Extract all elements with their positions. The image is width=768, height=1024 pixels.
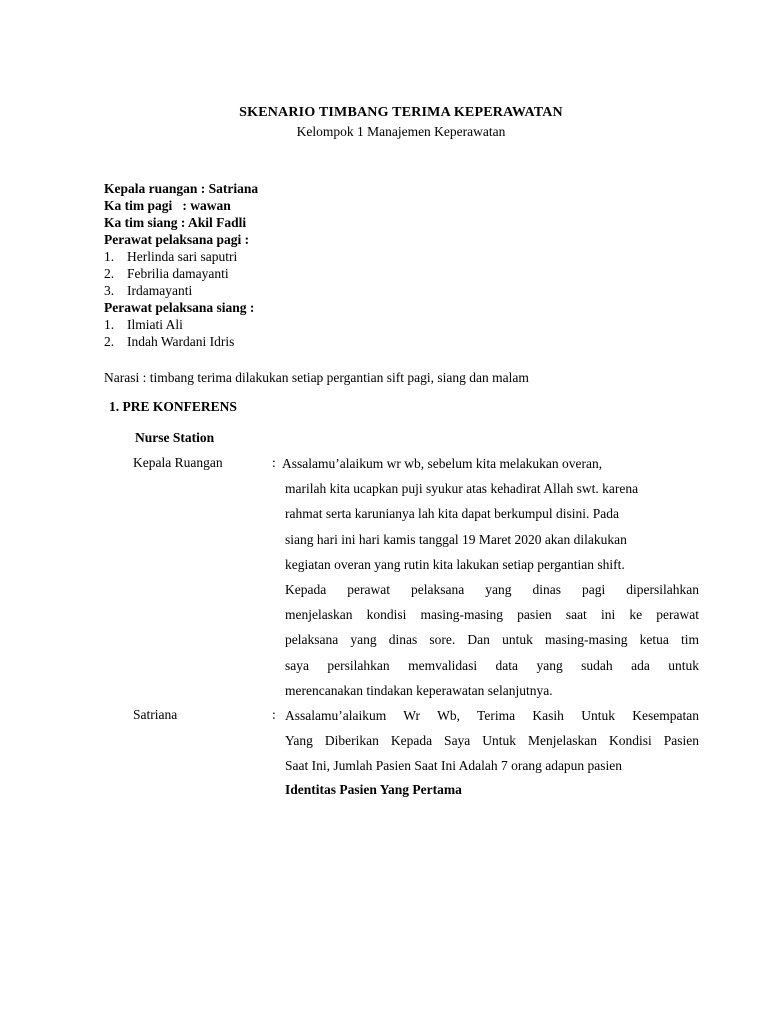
document-subtitle: Kelompok 1 Manajemen Keperawatan (296, 124, 506, 139)
list-number: 2. (104, 334, 115, 349)
list-name: Indah Wardani Idris (127, 334, 235, 349)
speaker-colon: : (272, 707, 276, 722)
speech-line: rahmat serta karunianya lah kita dapat berkumpul disini. Pada (285, 506, 620, 522)
list-name: Irdamayanti (127, 283, 193, 298)
speaker-label: Kepala Ruangan (133, 455, 223, 470)
speaker-label: Satriana (133, 707, 178, 722)
speech-line: Yang Diberikan Kepada Saya Untuk Menjelaskan Kondisi Pasien (285, 733, 699, 749)
list-name: Ilmiati Ali (127, 317, 183, 332)
speech-line: Assalamu’alaikum wr wb, sebelum kita melakukan overan, (282, 456, 603, 471)
speech-line: marilah kita ucapkan puji syukur atas kehadirat Allah swt. karena (285, 481, 639, 497)
speech-line: Assalamu’alaikum Wr Wb, Terima Kasih Untuk Kesempatan (285, 708, 699, 723)
section-heading: 1. PRE KONFERENS (109, 399, 237, 414)
speech-line: siang hari ini hari kamis tanggal 19 Maret 2020 akan dilakukan (285, 531, 627, 547)
pelaksana-pagi-heading: Perawat pelaksana pagi : (104, 232, 250, 247)
list-item (104, 265, 664, 282)
speech-line: merencanakan tindakan keperawatan selanjutnya. (285, 682, 553, 698)
speech-block (285, 703, 699, 779)
list-item (104, 333, 664, 350)
list-number: 2. (104, 266, 115, 281)
list-item (104, 248, 664, 265)
speech-line: pelaksana yang dinas sore. Dan untuk masing-masing ketua tim (285, 632, 699, 648)
document-title: SKENARIO TIMBANG TERIMA KEPERAWATAN (239, 105, 563, 120)
list-item (104, 282, 664, 299)
list-name: Herlinda sari saputri (127, 249, 238, 264)
ka-tim-siang: Ka tim siang : Akil Fadli (104, 215, 247, 230)
narasi-paragraph: Narasi : timbang terima dilakukan setiap pergantian sift pagi, siang dan malam (104, 370, 529, 385)
list-item (104, 316, 664, 333)
speech-line: Saat Ini, Jumlah Pasien Saat Ini Adalah 7 orang adapun pasien (285, 758, 623, 774)
staff-list (104, 180, 664, 350)
identitas-heading: Identitas Pasien Yang Pertama (285, 782, 462, 797)
list-number: 1. (104, 249, 115, 264)
speech-line: kegiatan overan yang rutin kita lakukan setiap pergantian shift. (285, 556, 625, 572)
ka-tim-pagi: Ka tim pagi : wawan (104, 198, 231, 213)
list-name: Febrilia damayanti (127, 266, 229, 281)
speaker-colon: : (272, 455, 276, 470)
speech-line: Kepada perawat pelaksana yang dinas pagi dipersilahkan (285, 581, 699, 597)
location-heading: Nurse Station (135, 430, 215, 445)
speech-line: menjelaskan kondisi masing-masing pasien saat ini ke perawat (285, 607, 699, 623)
list-number: 3. (104, 283, 115, 298)
speech-block (282, 451, 699, 703)
speech-line: saya persilahkan memvalidasi data yang sudah ada untuk (285, 657, 699, 673)
kepala-ruangan: Kepala ruangan : Satriana (104, 181, 259, 196)
pelaksana-siang-heading: Perawat pelaksana siang : (104, 300, 255, 315)
list-number: 1. (104, 317, 115, 332)
